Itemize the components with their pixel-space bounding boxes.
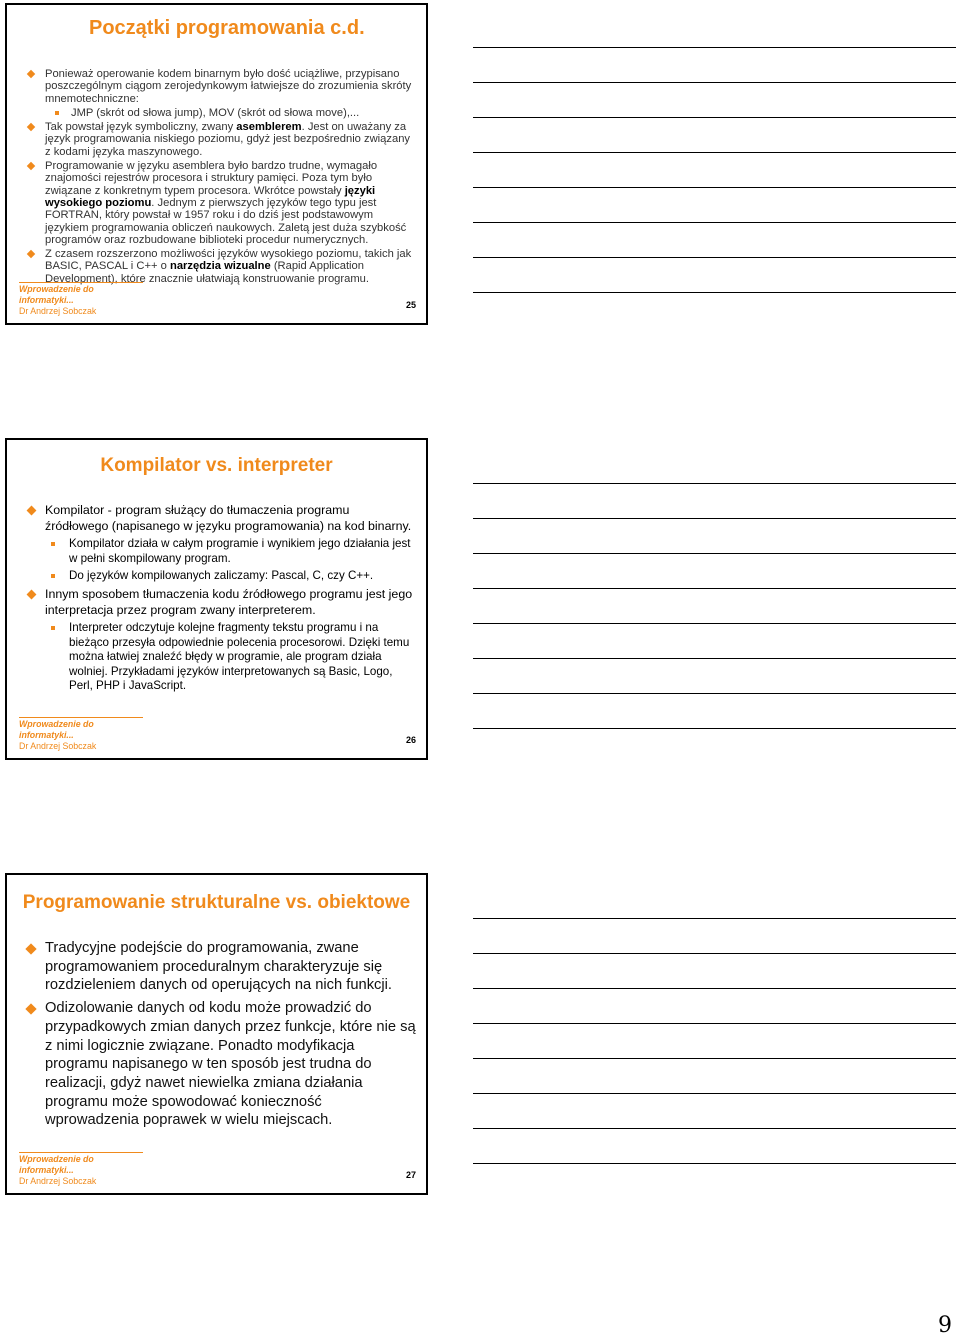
square-bullet-icon [51,542,55,546]
note-line [473,152,956,153]
note-line [473,553,956,554]
note-line [473,1163,956,1164]
note-line [473,918,956,919]
note-line [473,518,956,519]
slide-title: Początki programowania c.d. [89,17,365,39]
diamond-bullet-icon [27,123,35,131]
course-name: Wprowadzenie do informatyki... [19,717,143,741]
slide-body [25,68,416,287]
note-line [473,292,956,293]
bullet-item: Innym sposobem tłumaczenia kodu źródłowego programu jest jego interpretacja przez program zwany interpreterem. [25,587,416,618]
bullet-item: Odizolowanie danych od kodu może prowadzić do przypadkowych zmian danych przez funkcje, które nie są z nimi logicznie związane. Ponadto modyfikacja programu napisanego w ten sposób jest trudna do realizacji, gdyż nawet niewielka zmiana działania programu może spowodować konieczność wprowadzenia poprawek w wielu miejscach. [25,999,416,1130]
bullet-item: Tradycyjne podejście do programowania, zwane programowaniem proceduralnym charakteryzuje się rozdzieleniem danych od operujących na nich funkcji. [25,939,416,995]
square-bullet-icon [55,111,59,115]
slide-footer [19,1152,143,1187]
sub-bullet-item: JMP (skrót od słowa jump), MOV (skrót od słowa move),... [25,107,416,119]
note-line [473,187,956,188]
slide-number: 26 [405,735,416,745]
note-line [473,483,956,484]
diamond-bullet-icon [27,70,35,78]
diamond-bullet-icon [25,943,36,954]
note-line [473,117,956,118]
sub-bullet-item: Do języków kompilowanych zaliczamy: Pascal, C, czy C++. [25,569,416,584]
note-line [473,1128,956,1129]
bullet-item: Ponieważ operowanie kodem binarnym było dość uciążliwe, przypisano poszczególnym ciągom zerojedynkowym łatwiejsze do zrozumienia skróty mnemotechniczne: [25,68,416,105]
sub-bullet-item: Interpreter odczytuje kolejne fragmenty tekstu programu i na bieżąco przesyła odpowiednie polecenia procesorowi. Dzięki temu można łatwiej znaleźć błędy w programie, ale program działa wolniej. Przykładami języków interpretowanych są Basic, Logo, Perl, PHP i JavaScript. [25,621,416,694]
note-line [473,623,956,624]
sub-bullet-item: Kompilator działa w całym programie i wynikiem jego działania jest w pełni skompilowany program. [25,537,416,566]
course-name: Wprowadzenie do informatyki... [19,282,143,306]
bullet-item: Programowanie w języku asemblera było bardzo trudne, wymagało znajomości rejestrów procesora i struktury pamięci. Poza tym było związane z konkretnym typem procesora. Wkrótce powstały języki wysokiego poziomu. Jednym z pierwszych języków tego typu jest FORTRAN, który powstał w 1957 roku i do dziś jest podstawowym językiem programowania obliczeń naukowych. Zaletą jest duża szybkość programów oraz rozbudowane biblioteki procedur numerycznych. [25,160,416,246]
slide-body [25,939,416,1134]
slide-footer [19,717,143,752]
slide-26 [5,438,428,760]
note-line [473,1023,956,1024]
note-line [473,588,956,589]
course-name: Wprowadzenie do informatyki... [19,1152,143,1176]
note-line [473,82,956,83]
diamond-bullet-icon [27,250,35,258]
diamond-bullet-icon [25,1003,36,1014]
slide-footer [19,282,143,317]
author-name: Dr Andrzej Sobczak [19,741,97,751]
slide-27 [5,873,428,1195]
diamond-bullet-icon [27,589,37,599]
note-line [473,728,956,729]
note-line [473,47,956,48]
page-number: 9 [938,1313,952,1338]
slide-number: 25 [405,300,416,310]
slide-body [25,503,416,697]
bullet-item: Z czasem rozszerzono możliwości języków wysokiego poziomu, takich jak BASIC, PASCAL i C++ o narzędzia wizualne (Rapid Application Development), które znacznie ułatwiają konstruowanie programu. [25,248,416,285]
slide-title: Programowanie strukturalne vs. obiektowe [22,892,411,913]
square-bullet-icon [51,574,55,578]
slide-25 [5,3,428,325]
note-line [473,1058,956,1059]
slide-number: 27 [405,1170,416,1180]
author-name: Dr Andrzej Sobczak [19,1176,97,1186]
note-line [473,658,956,659]
note-line [473,257,956,258]
note-line [473,222,956,223]
square-bullet-icon [51,626,55,630]
note-line [473,693,956,694]
bullet-item: Tak powstał język symboliczny, zwany asemblerem. Jest on uważany za język programowania niskiego poziomu, gdyż jest bezpośrednio związany z kodami języka maszynowego. [25,121,416,158]
author-name: Dr Andrzej Sobczak [19,306,97,316]
slide-title: Kompilator vs. interpreter [100,455,333,476]
note-line [473,953,956,954]
note-line [473,988,956,989]
bullet-item: Kompilator - program służący do tłumaczenia programu źródłowego (napisanego w języku programowania) na kod binarny. [25,503,416,534]
note-line [473,1093,956,1094]
diamond-bullet-icon [27,162,35,170]
diamond-bullet-icon [27,506,37,516]
